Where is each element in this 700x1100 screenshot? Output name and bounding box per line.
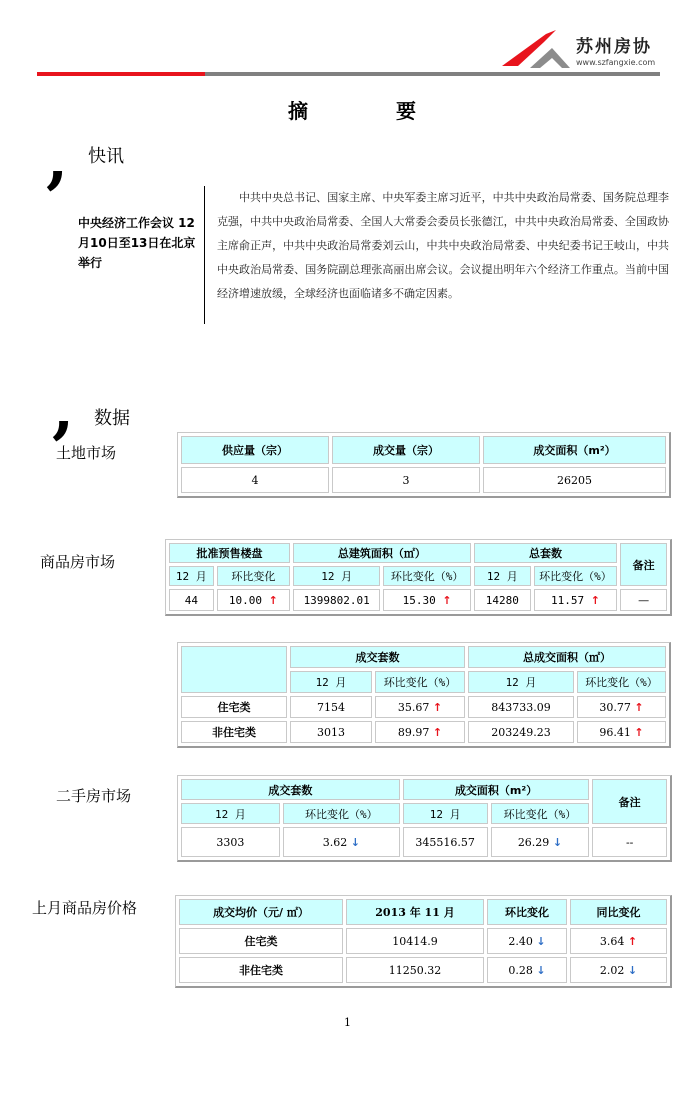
- arrow-up-icon: ↑: [432, 700, 443, 714]
- deals-row-area-change: 30.77: [599, 700, 631, 714]
- deals-row-units-change-cell: [375, 721, 465, 743]
- deals-group-units: 成交套数: [290, 646, 465, 668]
- deals-table: [177, 642, 671, 748]
- land-header-deals: 成交量（宗）: [332, 436, 480, 464]
- section-marker-icon: ,: [52, 372, 75, 447]
- table-row: [179, 957, 667, 983]
- commodity-sub-change: 环比变化: [217, 566, 290, 586]
- deals-row-area-change: 96.41: [599, 725, 631, 739]
- resale-cell-units-change: [283, 827, 400, 857]
- commodity-sub-change: 环比变化（%）: [383, 566, 470, 586]
- price-row-name: 住宅类: [179, 928, 343, 954]
- land-value-area: 26205: [483, 467, 666, 493]
- commodity-sub-month: 12 月: [293, 566, 380, 586]
- commodity-cell-presale-change: [217, 589, 290, 611]
- resale-group-units: 成交套数: [181, 779, 400, 800]
- commodity-market-label: 商品房市场: [40, 553, 116, 571]
- resale-value-units: 3303: [181, 827, 280, 857]
- deals-group-area: 总成交面积（㎡）: [468, 646, 666, 668]
- commodity-table: [165, 539, 672, 616]
- price-row-price: 11250.32: [346, 957, 484, 983]
- price-row-yoy: 3.64: [599, 934, 625, 948]
- price-header-avg: 成交均价（元/ ㎡）: [179, 899, 343, 925]
- deals-row-units: 3013: [290, 721, 372, 743]
- commodity-value-presale-change: 10.00: [228, 593, 262, 607]
- news-heading: 快讯: [88, 146, 124, 167]
- commodity-sub-month: 12 月: [169, 566, 214, 586]
- land-header-supply: 供应量（宗）: [181, 436, 329, 464]
- arrow-up-icon: ↑: [634, 700, 644, 714]
- commodity-value-note: —: [620, 589, 667, 611]
- resale-group-area: 成交面积（m²）: [403, 779, 590, 800]
- resale-value-note: --: [592, 827, 667, 857]
- commodity-group-note: 备注: [620, 543, 667, 586]
- resale-group-note: 备注: [592, 779, 667, 824]
- resale-value-units-change: 3.62: [322, 835, 348, 849]
- resale-table: [177, 775, 672, 862]
- land-value-deals: 3: [332, 467, 480, 493]
- price-row-mom-cell: [487, 957, 567, 983]
- logo-url: www.szfangxie.com: [576, 58, 656, 67]
- deals-row-units-change: 35.67: [397, 700, 430, 714]
- price-header-month: 2013 年 11 月: [346, 899, 484, 925]
- news-divider: [204, 186, 205, 324]
- deals-row-area: 843733.09: [468, 696, 574, 718]
- land-market-label: 土地市场: [56, 444, 117, 462]
- commodity-group-units: 总套数: [474, 543, 617, 563]
- deals-corner: [181, 646, 287, 693]
- commodity-cell-area-change: [383, 589, 470, 611]
- price-row-yoy-cell: [570, 928, 667, 954]
- commodity-group-area: 总建筑面积（㎡）: [293, 543, 471, 563]
- price-row-yoy: 2.02: [599, 963, 625, 977]
- news-body: 中共中央总书记、国家主席、中央军委主席习近平，中共中央政治局常委、国务院总理李克强，中共中央政治局常委、全国人大常委会委员长张德江，中共中央政治局常委、全国政协主席俞正声，中共中央政治局常委刘云山，中共中央政治局常委、中央纪委书记王岐山，中共中央政治局常委、国务院副总理张高丽出席会议。会议提出明年六个经济工作重点。当前中国经济增速放缓，全球经济也面临诸多不确定因素。: [217, 191, 669, 300]
- commodity-value-units-change: 11.57: [551, 593, 585, 607]
- resale-value-area: 345516.57: [403, 827, 488, 857]
- deals-row-area: 203249.23: [468, 721, 574, 743]
- commodity-value-presale: 44: [169, 589, 214, 611]
- resale-sub-month: 12 月: [403, 803, 488, 824]
- price-row-mom-cell: [487, 928, 567, 954]
- land-value-supply: 4: [181, 467, 329, 493]
- deals-sub-month: 12 月: [468, 671, 574, 693]
- deals-row-name: 住宅类: [181, 696, 287, 718]
- arrow-up-icon: ↑: [442, 593, 452, 607]
- price-header-mom: 环比变化: [487, 899, 567, 925]
- arrow-up-icon: ↑: [268, 593, 278, 607]
- resale-sub-month: 12 月: [181, 803, 280, 824]
- resale-value-area-change: 26.29: [517, 835, 550, 849]
- resale-market-label: 二手房市场: [56, 787, 132, 805]
- deals-row-area-change-cell: [577, 721, 666, 743]
- header-rule-gray: [205, 72, 660, 76]
- arrow-down-icon: ↓: [536, 934, 546, 948]
- arrow-down-icon: ↓: [552, 835, 563, 849]
- price-row-mom: 2.40: [508, 934, 533, 948]
- resale-cell-area-change: [491, 827, 590, 857]
- deals-row-units: 7154: [290, 696, 372, 718]
- deals-sub-month: 12 月: [290, 671, 372, 693]
- price-row-mom: 0.28: [508, 963, 533, 977]
- logo-mark-icon: [500, 28, 574, 72]
- arrow-up-icon: ↑: [634, 725, 644, 739]
- deals-row-name: 非住宅类: [181, 721, 287, 743]
- land-header-area: 成交面积（m²）: [483, 436, 666, 464]
- commodity-sub-change: 环比变化（%）: [534, 566, 617, 586]
- page-title: [288, 95, 416, 124]
- arrow-down-icon: ↓: [536, 963, 546, 977]
- land-table: [177, 432, 671, 498]
- deals-sub-change: 环比变化（%）: [577, 671, 666, 693]
- deals-row-units-change-cell: [375, 696, 465, 718]
- deals-row-units-change: 89.97: [397, 725, 430, 739]
- section-marker-icon: ,: [46, 122, 69, 197]
- data-heading: 数据: [94, 408, 130, 429]
- price-row-yoy-cell: [570, 957, 667, 983]
- commodity-value-area-change: 15.30: [402, 593, 436, 607]
- page-number: 1: [344, 1016, 351, 1029]
- price-row-price: 10414.9: [346, 928, 484, 954]
- deals-sub-change: 环比变化（%）: [375, 671, 465, 693]
- table-row: [181, 721, 666, 743]
- arrow-up-icon: ↑: [627, 934, 638, 948]
- price-market-label: 上月商品房价格: [32, 899, 138, 917]
- arrow-down-icon: ↓: [627, 963, 638, 977]
- commodity-sub-month: 12 月: [474, 566, 531, 586]
- price-row-name: 非住宅类: [179, 957, 343, 983]
- news-label: 中央经济工作会议 12月10日至13日在北京举行: [78, 216, 196, 270]
- arrow-up-icon: ↑: [590, 593, 600, 607]
- logo: [500, 28, 670, 76]
- table-row: [181, 696, 666, 718]
- commodity-group-presale: 批准预售楼盘: [169, 543, 290, 563]
- commodity-value-units: 14280: [474, 589, 531, 611]
- page-title-char-2: 要: [396, 99, 416, 123]
- commodity-cell-units-change: [534, 589, 617, 611]
- price-header-yoy: 同比变化: [570, 899, 667, 925]
- page-title-char-1: 摘: [288, 99, 308, 123]
- resale-sub-change: 环比变化（%）: [491, 803, 590, 824]
- header-rule-red: [37, 72, 205, 76]
- price-table: [175, 895, 672, 988]
- logo-text: 苏州房协: [576, 37, 652, 57]
- arrow-up-icon: ↑: [432, 725, 443, 739]
- arrow-down-icon: ↓: [350, 835, 360, 849]
- table-row: [179, 928, 667, 954]
- commodity-value-area: 1399802.01: [293, 589, 380, 611]
- deals-row-area-change-cell: [577, 696, 666, 718]
- resale-sub-change: 环比变化（%）: [283, 803, 400, 824]
